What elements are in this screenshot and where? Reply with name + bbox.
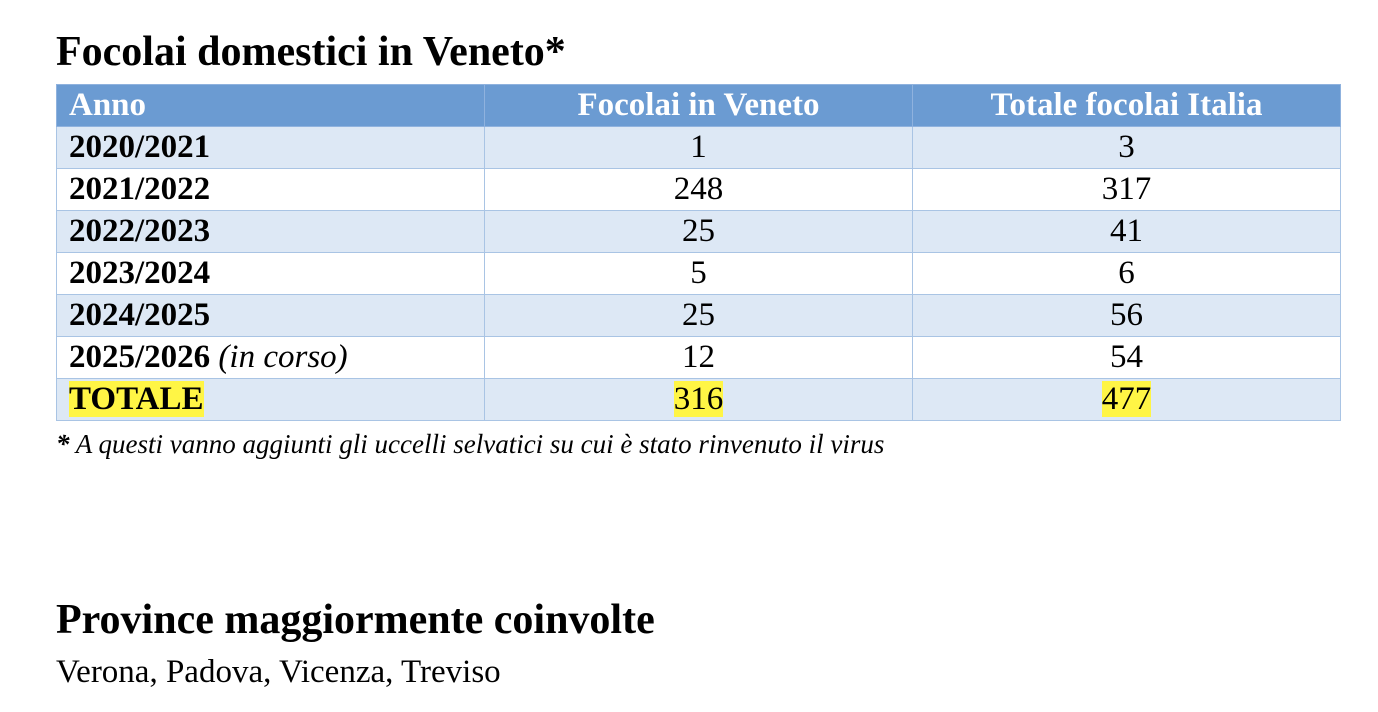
italia-cell: 6 xyxy=(913,253,1341,295)
table-row xyxy=(57,127,1341,169)
footnote-star: * xyxy=(56,429,70,459)
in-progress-note: (in corso) xyxy=(218,339,348,375)
year-label: 2021/2022 xyxy=(69,171,211,207)
year-cell xyxy=(57,337,485,379)
veneto-cell: 5 xyxy=(485,253,913,295)
table-row xyxy=(57,169,1341,211)
year-label: 2022/2023 xyxy=(69,213,211,249)
veneto-cell: 248 xyxy=(485,169,913,211)
veneto-cell: 25 xyxy=(485,295,913,337)
veneto-cell: 1 xyxy=(485,127,913,169)
table-row xyxy=(57,337,1341,379)
table-row xyxy=(57,253,1341,295)
column-header-italia: Totale focolai Italia xyxy=(913,85,1341,127)
italia-cell: 41 xyxy=(913,211,1341,253)
total-italia-value: 477 xyxy=(1101,381,1152,417)
column-header-veneto: Focolai in Veneto xyxy=(485,85,913,127)
column-header-year: Anno xyxy=(57,85,485,127)
page-content xyxy=(56,24,1340,461)
year-cell xyxy=(57,169,485,211)
total-veneto-cell xyxy=(485,379,913,421)
year-cell xyxy=(57,127,485,169)
total-label-cell xyxy=(57,379,485,421)
total-veneto-value: 316 xyxy=(673,381,724,417)
table-row xyxy=(57,295,1341,337)
year-cell xyxy=(57,295,485,337)
italia-cell: 54 xyxy=(913,337,1341,379)
provinces-section xyxy=(56,594,655,692)
total-row xyxy=(57,379,1341,421)
italia-cell: 56 xyxy=(913,295,1341,337)
year-label: 2025/2026 xyxy=(69,339,211,375)
italia-cell: 317 xyxy=(913,169,1341,211)
veneto-cell: 12 xyxy=(485,337,913,379)
table-header-row xyxy=(57,85,1341,127)
footnote xyxy=(56,427,1340,461)
total-label: TOTALE xyxy=(69,381,204,417)
year-cell xyxy=(57,253,485,295)
year-label: 2023/2024 xyxy=(69,255,211,291)
provinces-heading: Province maggiormente coinvolte xyxy=(56,597,655,643)
page-title: Focolai domestici in Veneto* xyxy=(56,29,566,75)
footnote-text: A questi vanno aggiunti gli uccelli selvatici su cui è stato rinvenuto il virus xyxy=(75,429,885,459)
table-row xyxy=(57,211,1341,253)
outbreaks-table xyxy=(56,84,1341,421)
year-label: 2020/2021 xyxy=(69,129,211,165)
provinces-list: Verona, Padova, Vicenza, Treviso xyxy=(56,654,501,690)
year-cell xyxy=(57,211,485,253)
italia-cell: 3 xyxy=(913,127,1341,169)
year-label: 2024/2025 xyxy=(69,297,211,333)
total-italia-cell xyxy=(913,379,1341,421)
veneto-cell: 25 xyxy=(485,211,913,253)
